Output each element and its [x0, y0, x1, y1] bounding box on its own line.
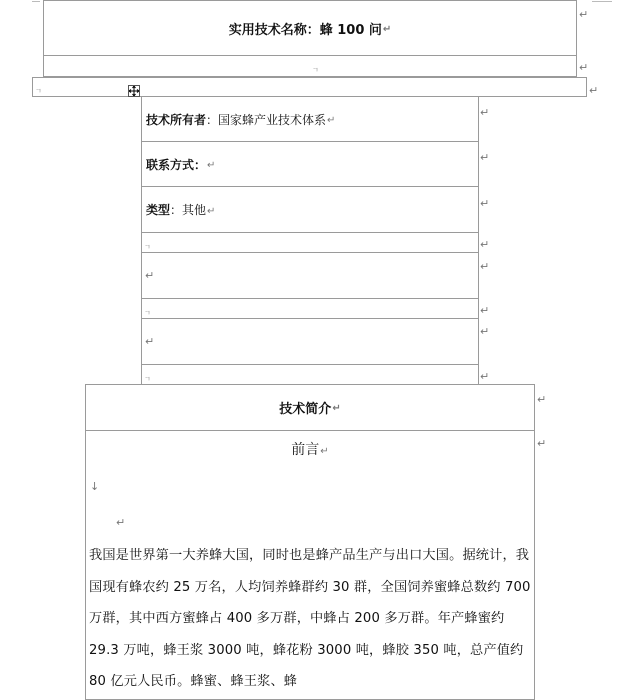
row-end-mark-icon: ↵	[480, 260, 490, 273]
page-edge-right	[592, 0, 612, 2]
tech-name-cell[interactable]	[43, 0, 577, 56]
contact-label: 联系方式：	[146, 157, 207, 172]
intro-header: 技术简介	[279, 402, 332, 417]
row-end-mark-icon: ↵	[480, 370, 490, 383]
paragraph-mark-icon: ↵	[145, 335, 155, 348]
cell-end-mark-icon: ㄱ	[144, 243, 151, 251]
row-end-mark-icon: ↵	[480, 106, 490, 119]
intro-body-cell[interactable]	[85, 430, 535, 700]
row-end-mark-icon: ↵	[579, 61, 589, 74]
tech-name-label: 实用技术名称：	[228, 22, 320, 38]
row-end-mark-icon: ↵	[480, 304, 490, 317]
paragraph-mark-icon: ↵	[116, 516, 126, 529]
row-end-mark-icon: ↵	[537, 437, 547, 450]
cell-end-mark-icon: ㄱ	[144, 375, 151, 383]
empty-row-3[interactable]	[141, 298, 479, 319]
intro-header-cell[interactable]	[85, 384, 535, 431]
type-value: 其他	[182, 203, 207, 217]
paragraph-mark-icon	[206, 203, 215, 217]
table-move-handle-icon[interactable]	[128, 85, 140, 97]
row-end-mark-icon: ↵	[480, 197, 490, 210]
contact-row[interactable]	[141, 141, 479, 187]
tech-name-value: 蜂 100 问	[319, 22, 382, 38]
empty-row-2[interactable]	[141, 252, 479, 299]
line-break-icon: ↓	[90, 480, 100, 493]
paragraph-mark-icon	[206, 157, 215, 171]
page-edge-left	[32, 0, 40, 2]
type-label: 类型	[146, 203, 171, 217]
empty-row-5[interactable]	[141, 364, 479, 385]
row-end-mark-icon: ↵	[480, 325, 490, 338]
row-end-mark-icon: ↵	[480, 151, 490, 164]
paragraph-mark-icon: ↵	[145, 269, 155, 282]
owner-row[interactable]: 技术所有者 ： 国家蜂产业技术体系 ↵	[141, 96, 479, 142]
cell-end-mark-icon: ㄱ	[144, 309, 151, 317]
owner-label: 技术所有者	[146, 112, 207, 127]
row-end-mark-icon: ↵	[537, 393, 547, 406]
spacer-row[interactable]	[32, 77, 587, 97]
tech-name-empty-row[interactable]	[43, 55, 577, 77]
empty-row-4[interactable]	[141, 318, 479, 365]
paragraph-mark-icon	[382, 21, 391, 36]
paragraph-mark-icon	[319, 442, 328, 458]
owner-value: 国家蜂产业技术体系	[218, 112, 327, 127]
type-row[interactable]: 类型 ： 其他 ↵	[141, 186, 479, 233]
preface-title: 前言 ↵	[86, 439, 534, 459]
cell-end-mark-icon: ㄱ	[35, 87, 42, 95]
empty-row-1[interactable]	[141, 232, 479, 253]
row-end-mark-icon: ↵	[480, 238, 490, 251]
intro-paragraph: 我国是世界第一大养蜂大国，同时也是蜂产品生产与出口大国。据统计，我国现有蜂农约 25 万名，人均饲养蜂群约 30 群，全国饲养蜜蜂总数约 700 万群，其中西方蜜蜂占 400 多万群，中蜂占 200 多万群。年产蜂蜜约 29.3 万吨，蜂王浆 3000 吨，蜂花粉 3000 吨，蜂胶 350 吨，总产值约 80 亿元人民币。蜂蜜、蜂王浆、蜂	[89, 548, 531, 689]
row-end-mark-icon: ↵	[589, 84, 599, 97]
paragraph-mark-icon	[326, 112, 335, 126]
row-end-mark-icon: ↵	[579, 8, 589, 21]
cell-end-mark-icon: ㄱ	[312, 66, 319, 74]
paragraph-mark-icon	[331, 400, 340, 415]
